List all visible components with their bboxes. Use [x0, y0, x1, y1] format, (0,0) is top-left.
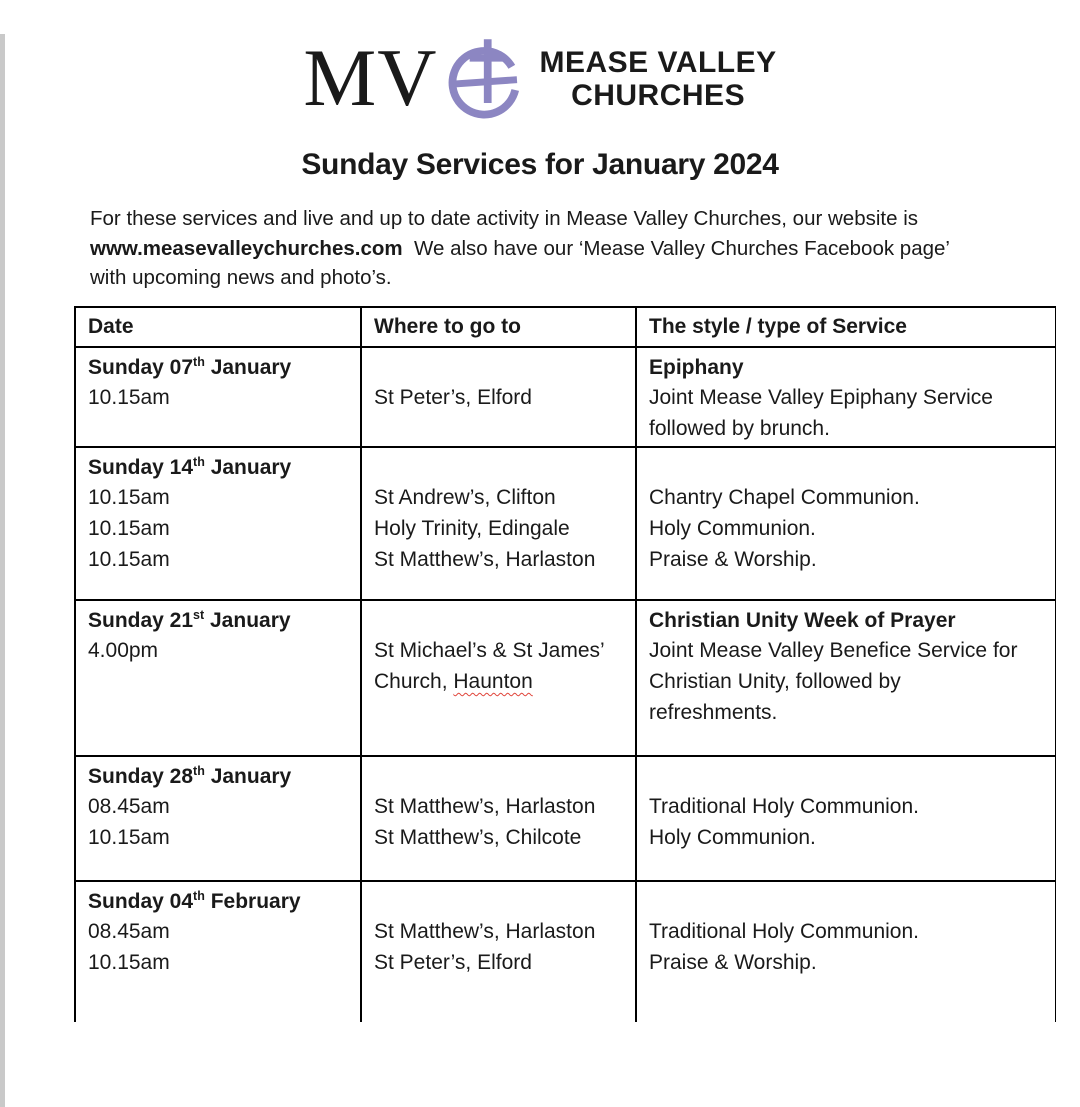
time-line: 08.45am	[88, 795, 170, 819]
date-line	[88, 762, 356, 793]
intro-line-2-rest: We also have our ‘Mease Valley Churches Facebook page’	[402, 236, 950, 260]
place-line: St Peter’s, Elford	[374, 386, 532, 410]
place-line: Holy Trinity, Edingale	[374, 517, 570, 541]
service-line: Praise & Worship.	[649, 951, 817, 975]
date-line	[88, 606, 356, 637]
spacer-line	[649, 453, 1051, 484]
website-url: www.measevalleychurches.com	[90, 236, 403, 260]
service-cell	[636, 447, 1056, 600]
place-cell	[361, 881, 636, 1022]
ordinal-superscript: st	[193, 607, 205, 622]
service-line: Holy Communion.	[649, 517, 816, 541]
table-row	[75, 881, 1056, 1022]
date-cell	[75, 756, 361, 881]
place-line: St Matthew’s, Harlaston	[374, 795, 596, 819]
logo-name-line2: CHURCHES	[571, 79, 746, 112]
spacer-line	[374, 762, 631, 793]
spacer-line	[374, 353, 631, 384]
logo-name-line1: MEASE VALLEY	[539, 46, 777, 79]
service-line: followed by brunch.	[649, 417, 830, 441]
date-cell	[75, 447, 361, 600]
service-line: Joint Mease Valley Epiphany Service	[649, 386, 993, 410]
service-cell	[636, 347, 1056, 447]
service-line: Traditional Holy Communion.	[649, 795, 919, 819]
church-of-england-cross-icon	[442, 35, 530, 121]
place-cell	[361, 756, 636, 881]
service-heading: Epiphany	[649, 355, 744, 379]
service-line: Chantry Chapel Communion.	[649, 486, 920, 510]
time-line: 4.00pm	[88, 639, 159, 663]
service-cell	[636, 881, 1056, 1022]
place-text: Church,	[374, 670, 454, 694]
date-text: Sunday 04	[88, 889, 194, 913]
page-title: Sunday Services for January 2024	[301, 148, 779, 181]
table-header-row	[75, 307, 1056, 347]
ordinal-superscript: th	[193, 354, 205, 369]
service-line: Christian Unity, followed by	[649, 670, 901, 694]
spacer-line	[374, 453, 631, 484]
intro-paragraph	[90, 204, 1080, 293]
header-date: Date	[75, 307, 361, 347]
time-line: 10.15am	[88, 517, 170, 541]
date-text: Sunday 21	[88, 608, 194, 632]
service-cell	[636, 756, 1056, 881]
ordinal-superscript: th	[193, 763, 205, 778]
logo-name	[540, 46, 777, 112]
date-month: January	[204, 764, 292, 788]
service-line: Joint Mease Valley Benefice Service for	[649, 639, 1018, 663]
service-line: Holy Communion.	[649, 826, 816, 850]
service-line: refreshments.	[649, 700, 778, 724]
header-where: Where to go to	[361, 307, 636, 347]
intro-line-1: For these services and live and up to date activity in Mease Valley Churches, our website is	[90, 207, 918, 230]
services-table-container	[74, 306, 1056, 1022]
date-cell	[75, 600, 361, 756]
date-text: Sunday 07	[88, 355, 194, 379]
ordinal-superscript: th	[193, 454, 205, 469]
table-row	[75, 447, 1056, 600]
date-text: Sunday 28	[88, 764, 194, 788]
date-cell	[75, 347, 361, 447]
date-line	[88, 453, 356, 484]
intro-line-3: with upcoming news and photo’s.	[90, 266, 392, 289]
intro-line-2	[90, 234, 1080, 264]
time-line: 10.15am	[88, 951, 170, 975]
service-line: Traditional Holy Communion.	[649, 920, 919, 944]
place-line: St Matthew’s, Chilcote	[374, 826, 582, 850]
spacer-line	[374, 606, 631, 637]
table-row	[75, 600, 1056, 756]
date-month: January	[204, 355, 292, 379]
table-row	[75, 756, 1056, 881]
spacer-line	[649, 762, 1051, 793]
place-line: St Peter’s, Elford	[374, 951, 532, 975]
ordinal-superscript: th	[193, 888, 205, 903]
table-row	[75, 347, 1056, 447]
date-month: February	[204, 889, 301, 913]
date-text: Sunday 14	[88, 455, 194, 479]
place-line: St Matthew’s, Harlaston	[374, 920, 596, 944]
spacer-line	[374, 887, 631, 918]
services-table	[74, 306, 1056, 1022]
place-line: St Matthew’s, Harlaston	[374, 547, 596, 571]
misspelled-word: Haunton	[453, 670, 533, 694]
service-heading: Christian Unity Week of Prayer	[649, 608, 956, 632]
place-line: St Andrew’s, Clifton	[374, 486, 556, 510]
place-cell	[361, 600, 636, 756]
logo	[0, 34, 1080, 122]
time-line: 10.15am	[88, 386, 170, 410]
date-line	[88, 353, 356, 384]
spacer-line	[649, 887, 1051, 918]
place-line: St Michael’s & St James’	[374, 639, 605, 663]
place-cell	[361, 347, 636, 447]
date-month: January	[204, 455, 292, 479]
left-edge-shadow	[0, 34, 5, 1107]
logo-monogram: MV	[303, 32, 438, 123]
time-line: 10.15am	[88, 547, 170, 571]
place-cell	[361, 447, 636, 600]
time-line: 08.45am	[88, 920, 170, 944]
place-line	[374, 667, 631, 698]
service-cell	[636, 600, 1056, 756]
time-line: 10.15am	[88, 826, 170, 850]
date-line	[88, 887, 356, 918]
service-line: Praise & Worship.	[649, 547, 817, 571]
date-month: January	[204, 608, 291, 632]
time-line: 10.15am	[88, 486, 170, 510]
header-style: The style / type of Service	[636, 307, 1056, 347]
date-cell	[75, 881, 361, 1022]
